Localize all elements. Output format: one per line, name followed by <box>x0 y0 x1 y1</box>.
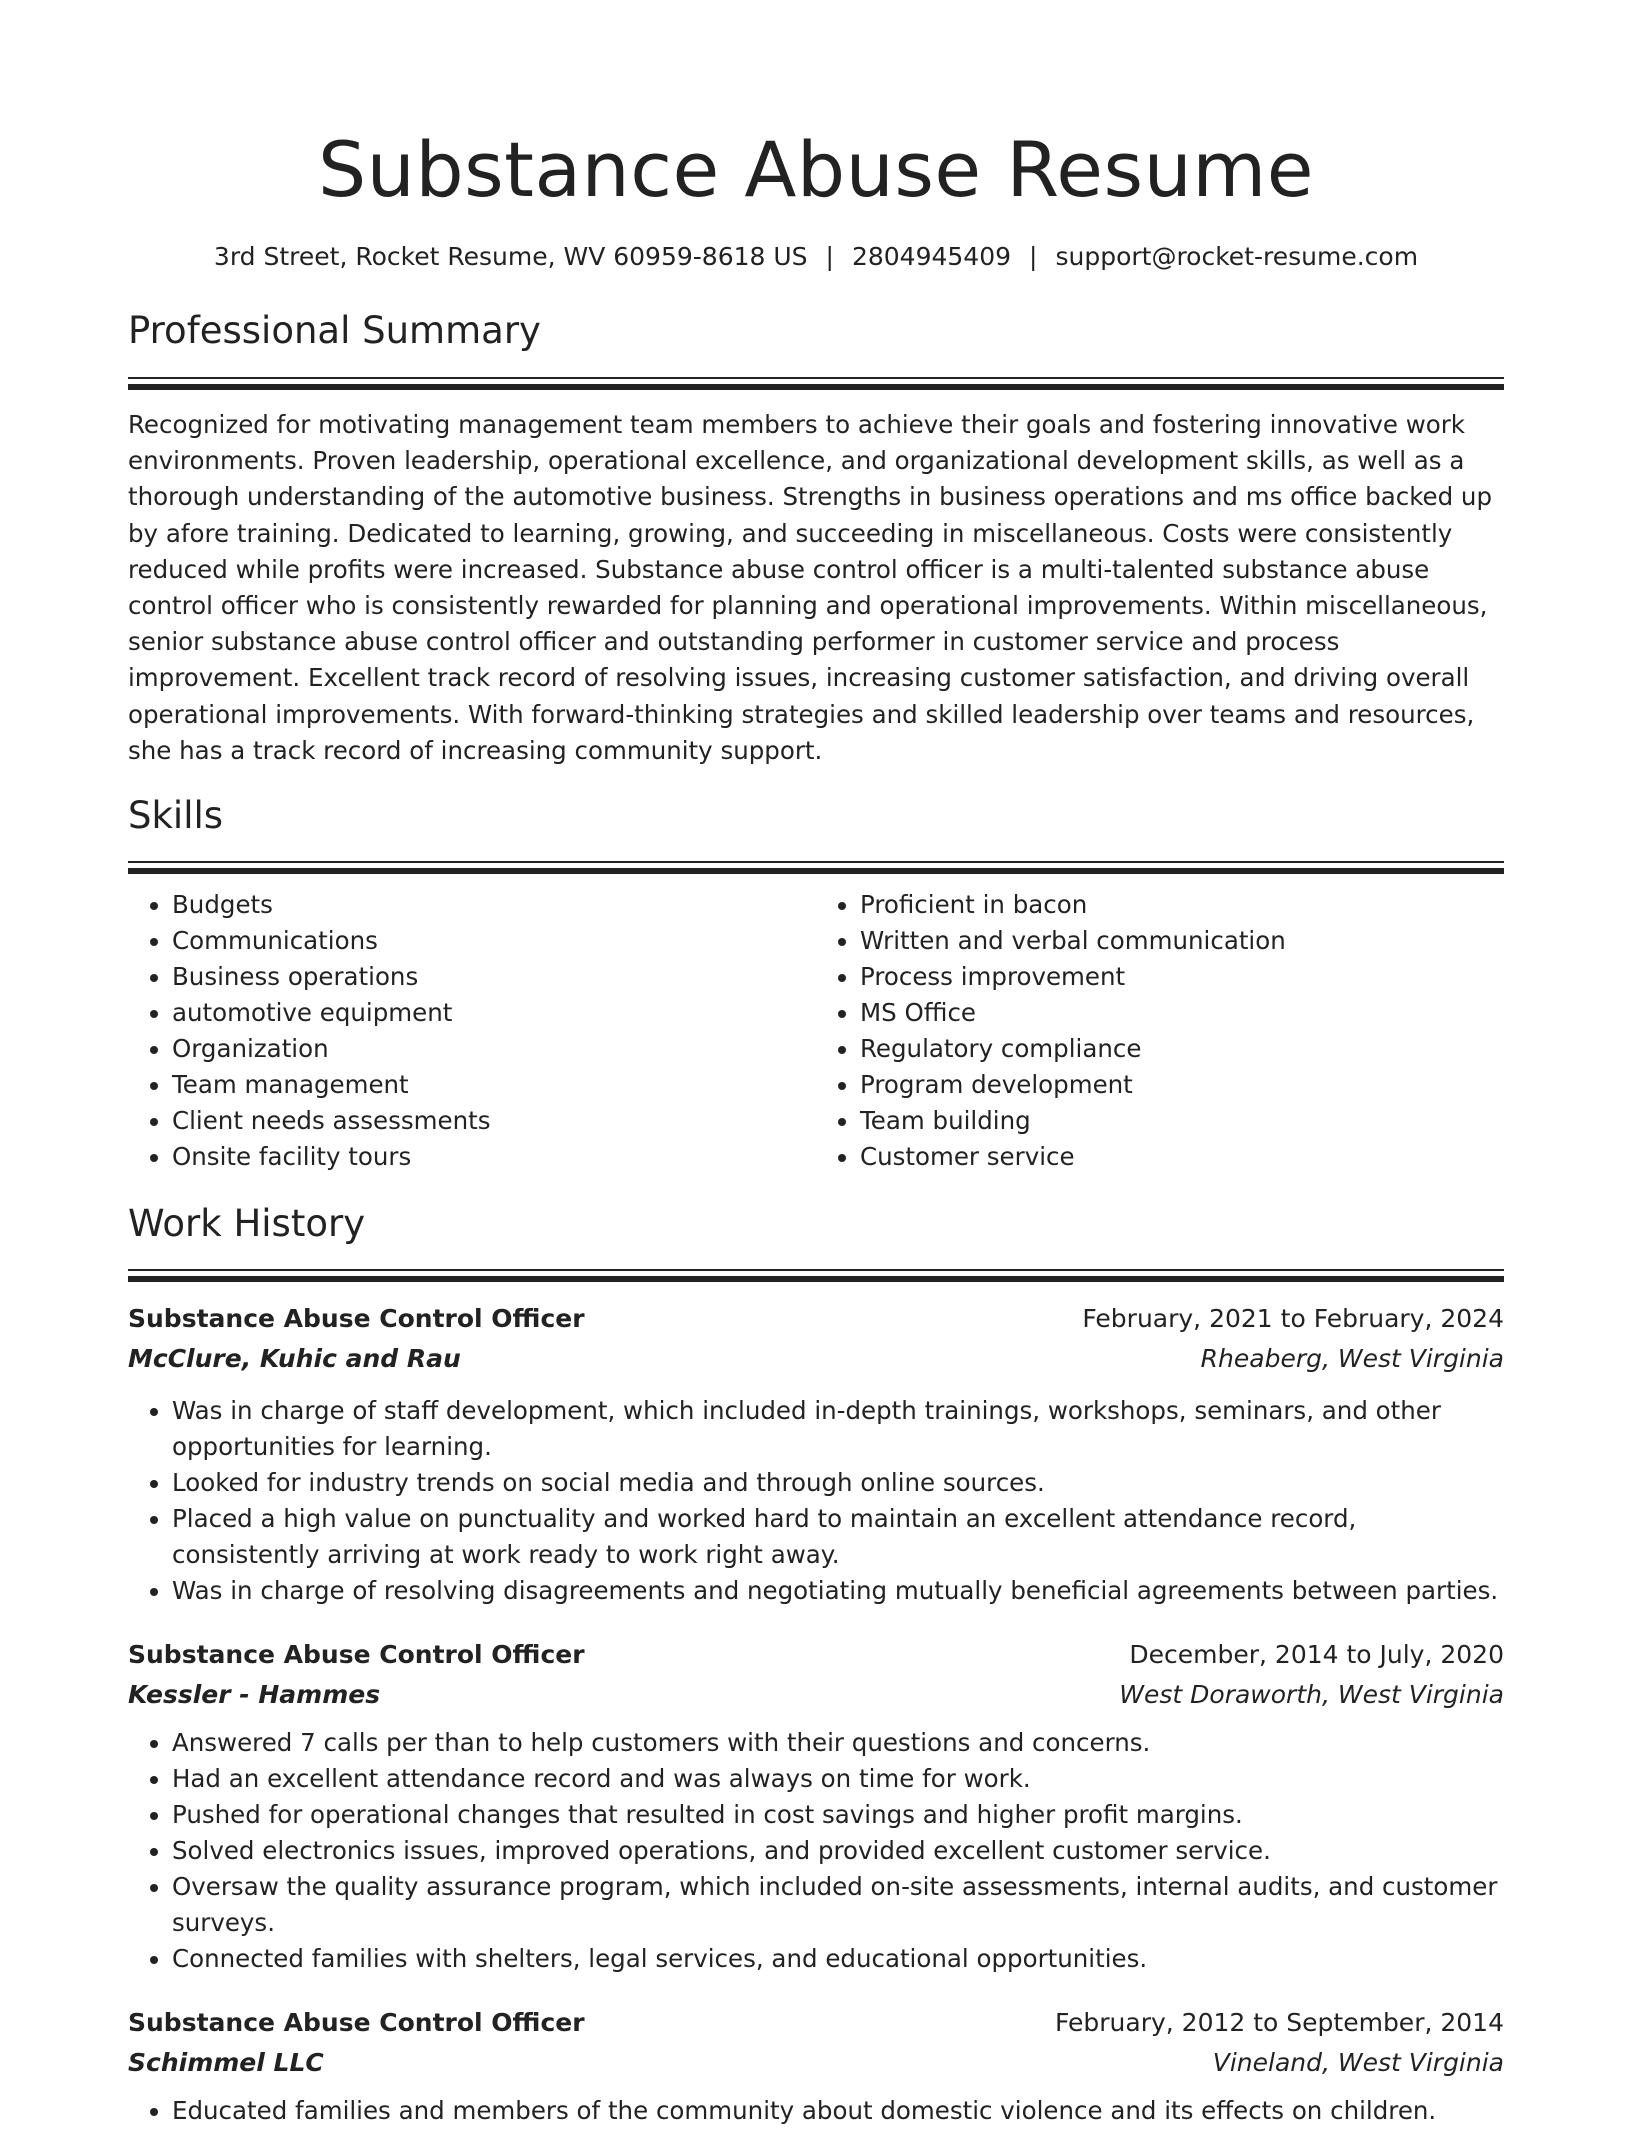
skills-list <box>128 887 1504 1175</box>
job-entry <box>128 1635 1504 1977</box>
skills-section <box>128 791 1504 1175</box>
job-entry <box>128 1299 1504 1609</box>
summary-text: Recognized for motivating management team members to achieve their goals and fostering innovative work environments. Proven leadership, operational excellence, and organizational development skills, as well as a thorough understanding of the automotive business. Strengths in business operations and ms office backed up by afore training. Dedicated to learning, growing, and succeeding in miscellaneous. Costs were consistently reduced while profits were increased. Substance abuse control officer is a multi-talented substance abuse control officer who is consistently rewarded for planning and operational improvements. Within miscellaneous, senior substance abuse control officer and outstanding performer in customer service and process improvement. Excellent track record of resolving issues, increasing customer satisfaction, and driving overall operational improvements. With forward-thinking strategies and skilled leadership over teams and resources, she has a track record of increasing community support. <box>128 410 1493 765</box>
section-divider <box>128 377 1504 387</box>
job-company: McClure, Kuhic and Rau <box>128 1344 461 1374</box>
skill-item: • Client needs assessments <box>172 1103 816 1139</box>
section-title-skills: Skills <box>128 794 224 838</box>
job-company: Schimmel LLC <box>128 2048 324 2078</box>
job-header-row <box>128 1635 1504 1675</box>
contact-address: 3rd Street, Rocket Resume, WV 60959-8618 US <box>213 242 808 271</box>
skill-item: • Business operations <box>172 959 816 995</box>
job-title: Substance Abuse Control Officer <box>128 1640 585 1670</box>
section-divider <box>128 861 1504 871</box>
job-subheader-row <box>128 1339 1504 1379</box>
skill-item: • Customer service <box>860 1139 1504 1175</box>
contact-phone: 2804945409 <box>851 242 1012 271</box>
skill-item: • MS Office <box>860 995 1504 1031</box>
job-location: West Doraworth, West Virginia <box>1119 1680 1504 1710</box>
job-subheader-row <box>128 2043 1504 2083</box>
skill-item: • Regulatory compliance <box>860 1031 1504 1067</box>
resume-name: Substance Abuse Resume <box>317 125 1315 214</box>
skill-item: • Onsite facility tours <box>172 1139 816 1175</box>
job-dates: February, 2021 to February, 2024 <box>1082 1304 1504 1334</box>
job-company: Kessler - Hammes <box>128 1680 381 1710</box>
job-bullet: • Was in charge of resolving disagreements and negotiating mutually beneficial agreements between parties. <box>172 1573 1504 1609</box>
resume-page <box>128 0 1504 2129</box>
job-bullet: • Oversaw the quality assurance program, which included on-site assessments, internal audits, and customer surveys. <box>172 1869 1504 1941</box>
job-bullets <box>128 1725 1504 1977</box>
skill-item: • Team building <box>860 1103 1504 1139</box>
job-bullet: • Connected families with shelters, legal services, and educational opportunities. <box>172 1941 1504 1977</box>
job-subheader-row <box>128 1675 1504 1715</box>
skills-column-right <box>816 887 1504 1175</box>
skill-item: • Process improvement <box>860 959 1504 995</box>
skill-item: • Team management <box>172 1067 816 1103</box>
section-divider <box>128 1269 1504 1279</box>
contact-separator: | <box>1029 242 1038 271</box>
skill-item: • automotive equipment <box>172 995 816 1031</box>
job-location: Rheaberg, West Virginia <box>1200 1344 1504 1374</box>
section-title-summary: Professional Summary <box>128 309 541 352</box>
skill-item: • Organization <box>172 1031 816 1067</box>
skills-column-left <box>128 887 816 1175</box>
job-header-row <box>128 1299 1504 1339</box>
job-bullet: • Educated families and members of the community about domestic violence and its effects on children. <box>172 2093 1504 2129</box>
job-location: Vineland, West Virginia <box>1212 2048 1504 2078</box>
job-title: Substance Abuse Control Officer <box>128 2008 585 2038</box>
job-bullet: • Solved electronics issues, improved operations, and provided excellent customer service. <box>172 1833 1504 1869</box>
skill-item: • Written and verbal communication <box>860 923 1504 959</box>
job-title: Substance Abuse Control Officer <box>128 1304 585 1334</box>
summary-section <box>128 306 1504 769</box>
job-header-row <box>128 2003 1504 2043</box>
job-bullet: • Placed a high value on punctuality and worked hard to maintain an excellent attendance record, consistently arriving at work ready to work right away. <box>172 1501 1504 1573</box>
job-bullet: • Pushed for operational changes that resulted in cost savings and higher profit margins. <box>172 1797 1504 1833</box>
job-bullets <box>128 1393 1504 1609</box>
contact-line <box>128 240 1504 274</box>
skill-item: • Proficient in bacon <box>860 887 1504 923</box>
job-dates: December, 2014 to July, 2020 <box>1129 1640 1504 1670</box>
job-bullet: • Looked for industry trends on social media and through online sources. <box>172 1465 1504 1501</box>
job-entry <box>128 2003 1504 2129</box>
contact-separator: | <box>825 242 834 271</box>
job-bullets <box>128 2093 1504 2129</box>
section-title-work: Work History <box>128 1202 366 1246</box>
job-bullet: • Answered 7 calls per than to help customers with their questions and concerns. <box>172 1725 1504 1761</box>
skill-item: • Budgets <box>172 887 816 923</box>
job-bullet: • Had an excellent attendance record and was always on time for work. <box>172 1761 1504 1797</box>
contact-email: support@rocket-resume.com <box>1055 242 1419 271</box>
skill-item: • Communications <box>172 923 816 959</box>
job-dates: February, 2012 to September, 2014 <box>1055 2008 1504 2038</box>
work-section <box>128 1199 1504 2129</box>
skill-item: • Program development <box>860 1067 1504 1103</box>
job-bullet: • Was in charge of staff development, which included in-depth trainings, workshops, seminars, and other opportunities for learning. <box>172 1393 1504 1465</box>
